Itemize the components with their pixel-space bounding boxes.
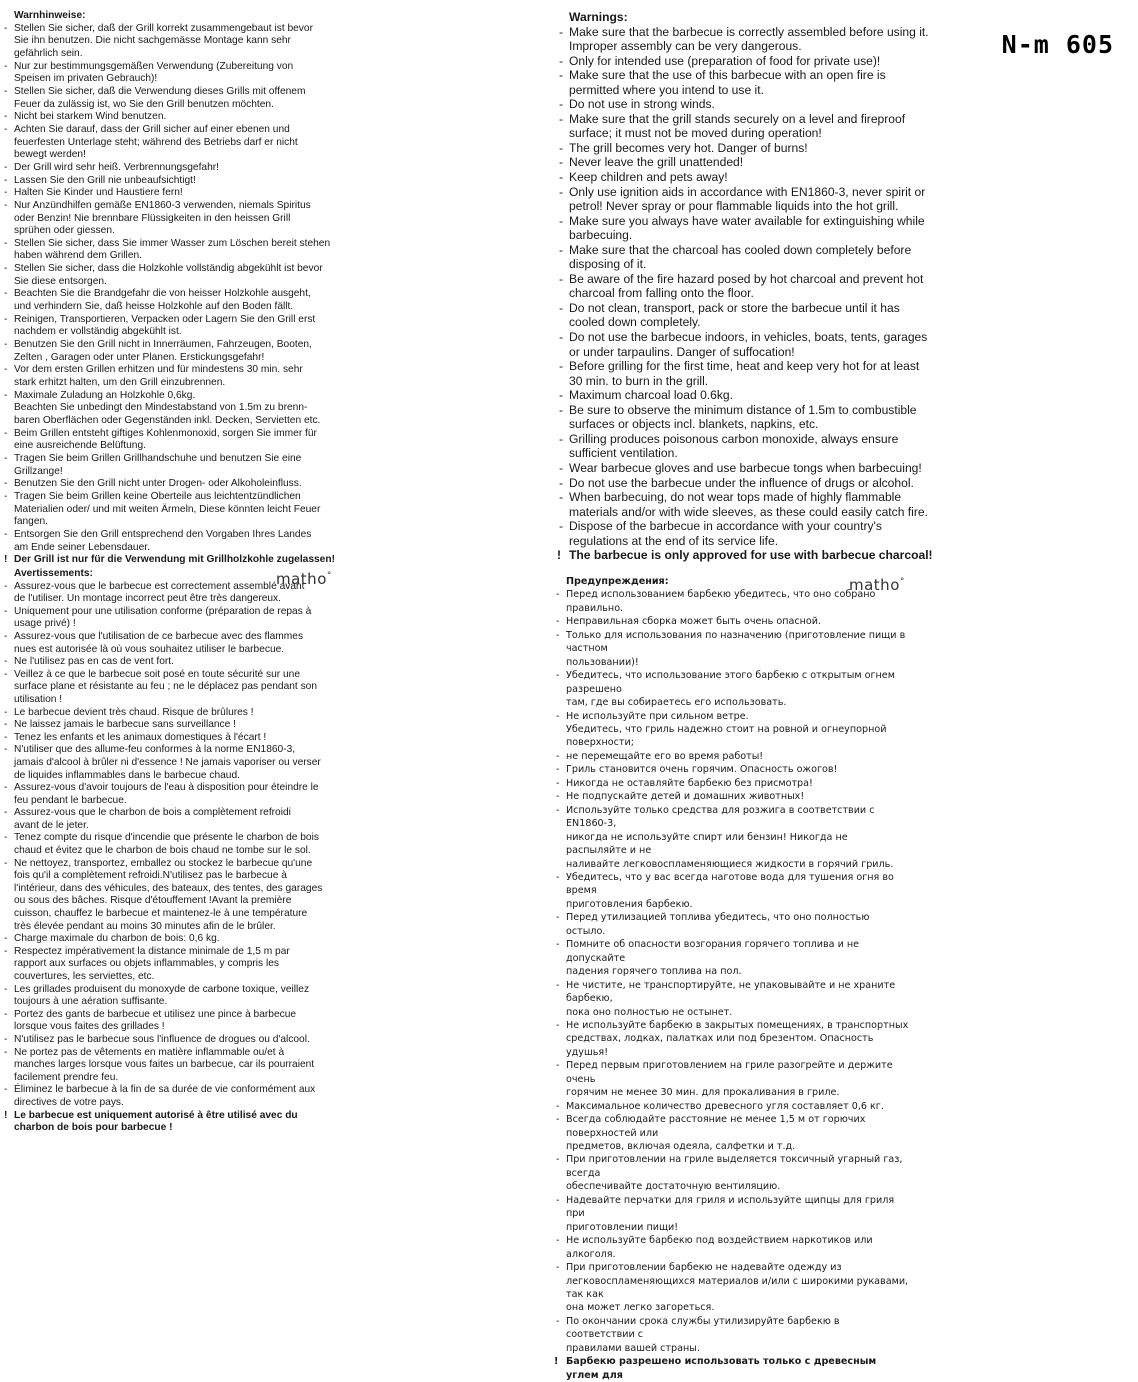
french-warning-line: - Uniquement pour une utilisation conforme (préparation de repas à bbox=[14, 606, 334, 619]
french-warning-line: rapport aux surfaces ou objets inflammables, y compris les bbox=[14, 958, 279, 970]
russian-warning-line: горячим не менее 30 мин. для прокаливания в гриле. bbox=[566, 1087, 840, 1099]
french-warning-line: - Ne l'utilisez pas en cas de vent fort. bbox=[14, 656, 334, 669]
russian-warnings bbox=[566, 575, 911, 1382]
french-warning-line: surface plane et résistante au feu ; ne le déplacez pas pendant son bbox=[14, 681, 318, 693]
german-warning-line: - Tragen Sie beim Grillen Grillhandschuhe und benutzen Sie eine bbox=[14, 453, 344, 466]
french-warning-line: - Respectez impérativement la distance minimale de 1,5 m par bbox=[14, 946, 334, 959]
english-warning-line: petrol! Never spray or pour flammable liquids into the hot grill. bbox=[569, 199, 899, 214]
french-warning-line: chaud et évitez que le charbon de bois chaud ne tombe sur le sol. bbox=[14, 845, 311, 857]
french-warning-line: utilisation ! bbox=[14, 693, 63, 705]
french-warning-line: - Les grillades produisent du monoxyde de carbone toxique, veillez bbox=[14, 984, 334, 997]
french-warning-line: l'intérieur, dans des véhicules, des bateaux, des tentes, des garages bbox=[14, 882, 323, 894]
french-warning-line: fois qu'il a complètement refroidi.N'utilisez pas le barbecue à bbox=[14, 870, 287, 882]
russian-warning-line: - Только для использования по назначению (приготовление пищи в частном bbox=[566, 629, 911, 656]
german-warning-line: - Vor dem ersten Grillen erhitzen und für mindestens 30 min. sehr bbox=[14, 364, 344, 377]
german-warning-line: - Beachten Sie die Brandgefahr die von heisser Holzkohle ausgeht, bbox=[14, 288, 344, 301]
russian-warning-line: - Гриль становится очень горячим. Опасность ожогов! bbox=[566, 763, 911, 776]
russian-warning-line: приготовления барбекю. bbox=[566, 898, 693, 910]
english-warning-line: cooled down completely. bbox=[569, 315, 701, 330]
german-warning-line: - Stellen Sie sicher, daß der Grill korrekt zusammengebaut ist bevor bbox=[14, 23, 344, 36]
french-warning-line: - N'utilisez pas le barbecue sous l'influence de drogues ou d'alcool. bbox=[14, 1034, 334, 1047]
russian-warning-line: легковоспламеняющихся материалов и/или с широкими рукавами, так как bbox=[566, 1275, 909, 1301]
english-warning-line: surface; it must not be moved during operation! bbox=[569, 126, 822, 141]
english-warning-line: sufficient ventilation. bbox=[569, 446, 678, 461]
english-warning-line: charcoal from falling onto the floor. bbox=[569, 286, 754, 301]
russian-list bbox=[566, 588, 911, 1382]
russian-warning-line: приготовлении пищи! bbox=[566, 1221, 679, 1233]
french-warning-line: directives de votre pays. bbox=[14, 1096, 124, 1108]
french-warning-line: - Ne laissez jamais le barbecue sans surveillance ! bbox=[14, 719, 334, 732]
russian-warning-line: пользовании)! bbox=[566, 656, 639, 668]
french-warning-line: - Ne portez pas de vêtements en matière inflammable ou/et à bbox=[14, 1047, 334, 1060]
german-warning-line: fangen. bbox=[14, 516, 48, 528]
russian-warning-line: - Убедитесь, что использование этого барбекю с открытым огнем разрешено bbox=[566, 669, 911, 696]
french-warning-line: ou sous des bâches. Risque d'étouffement !Avant la première bbox=[14, 895, 292, 907]
english-warning-line: materials and/or with wide sleeves, as these could easily catch fire. bbox=[569, 504, 928, 519]
english-warning-line: - When barbecuing, do not wear tops made of highly flammable bbox=[569, 490, 939, 505]
french-warning-line: - Assurez-vous que le charbon de bois a complètement refroidi bbox=[14, 807, 334, 820]
french-warning-line: - N'utiliser que des allume-feu conformes à la norme EN1860-3, bbox=[14, 744, 334, 757]
english-warning-line: - Maximum charcoal load 0.6kg. bbox=[569, 388, 939, 403]
russian-warning-line: - Не используйте барбекю в закрытых помещениях, в транспортных bbox=[566, 1019, 911, 1032]
german-warning-line: feuerfesten Unterlage steht; während des Betriebs darf er nicht bbox=[14, 136, 298, 148]
english-warning-line: disposing of it. bbox=[569, 257, 647, 272]
german-warning-line: haben während dem Grillen. bbox=[14, 250, 142, 262]
german-warning-line: Sie diese entsorgen. bbox=[14, 275, 107, 287]
russian-warning-line: - Всегда соблюдайте расстояние не менее 1,5 м от горючих поверхностей или bbox=[566, 1113, 911, 1140]
german-warning-line: Zelten , Garagen oder unter Planen. Erstickungsgefahr! bbox=[14, 351, 265, 363]
german-warning-line: Beachten Sie unbedingt den Mindestabstand von 1.5m zu brenn- bbox=[14, 402, 308, 414]
german-warning-line: oder Benzin! Nie brennbare Flüssigkeiten in den heissen Grill bbox=[14, 212, 291, 224]
german-warning-line: - Benutzen Sie den Grill nicht in Innerräumen, Fahrzeugen, Booten, bbox=[14, 339, 344, 352]
german-warning-line: - Stellen Sie sicher, dass Sie immer Wasser zum Löschen bereit stehen bbox=[14, 238, 344, 251]
russian-warning-line: - не перемещайте его во время работы! bbox=[566, 750, 911, 763]
english-heading: Warnings: bbox=[569, 10, 628, 24]
german-warning-line: am Ende seiner Lebensdauer. bbox=[14, 541, 150, 553]
russian-warning-line: - Максимальное количество древесного угля составляет 0,6 кг. bbox=[566, 1100, 911, 1113]
french-warning-line: de l'utiliser. Un montage incorrect peut être très dangereux. bbox=[14, 593, 281, 605]
russian-warning-line: - Не чистите, не транспортируйте, не упаковывайте и не храните барбекю, bbox=[566, 979, 911, 1006]
english-warning-line: - Do not clean, transport, pack or store the barbecue until it has bbox=[569, 301, 939, 316]
french-warning-line: - Assurez-vous d'avoir toujours de l'eau à disposition pour éteindre le bbox=[14, 782, 334, 795]
english-warning-line: barbecuing. bbox=[569, 228, 633, 243]
english-warning-line: Improper assembly can be very dangerous. bbox=[569, 39, 802, 54]
german-warning-line: - Halten Sie Kinder und Haustiere fern! bbox=[14, 187, 344, 200]
german-warning-line: - Entsorgen Sie den Grill entsprechend den Vorgaben Ihres Landes bbox=[14, 529, 344, 542]
french-warning-line: très élevée pendant au moins 30 minutes afin de le brûler. bbox=[14, 920, 276, 932]
english-warning-line: - Make sure that the grill stands securely on a level and fireproof bbox=[569, 112, 939, 127]
german-heading: Warnhinweise: bbox=[14, 10, 86, 21]
matho-logo-ru bbox=[849, 576, 905, 594]
english-warning-line: - Do not use the barbecue under the influence of drugs or alcohol. bbox=[569, 476, 939, 491]
german-warning-line: - Tragen Sie beim Grillen keine Oberteile aus leichtentzündlichen bbox=[14, 491, 344, 504]
russian-warning-line: - Используйте только средства для розжига в соответствии с EN1860-3, bbox=[566, 804, 911, 831]
model-code: N-m 605 bbox=[1001, 30, 1114, 59]
french-heading: Avertissements: bbox=[14, 568, 93, 579]
russian-warning-line: предметов, включая одеяла, салфетки и т.д. bbox=[566, 1141, 796, 1153]
german-warning-line: ! Der Grill ist nur für die Verwendung mit Grillholzkohle zugelassen! bbox=[14, 554, 344, 567]
german-warning-line: - Nur zur bestimmungsgemäßen Verwendung (Zubereitung von bbox=[14, 61, 344, 74]
german-warning-line: nachdem er vollständig abgekühlt ist. bbox=[14, 326, 182, 338]
german-warning-line: bewegt werden! bbox=[14, 149, 86, 161]
french-warning-line: facilement prendre feu. bbox=[14, 1071, 119, 1083]
french-warning-line: - Tenez compte du risque d'incendie que présente le charbon de bois bbox=[14, 832, 334, 845]
russian-warning-line: - Помните об опасности возгорания горячего топлива и не допускайте bbox=[566, 938, 911, 965]
russian-warning-line: обеспечивайте достаточную вентиляцию. bbox=[566, 1181, 781, 1193]
russian-heading: Предупреждения: bbox=[566, 576, 669, 587]
french-warning-line: - Ne nettoyez, transportez, emballez ou stockez le barbecue qu'une bbox=[14, 858, 334, 871]
german-warning-line: - Der Grill wird sehr heiß. Verbrennungsgefahr! bbox=[14, 162, 344, 175]
russian-warning-line: никогда не используйте спирт или бензин! Никогда не распыляйте и не bbox=[566, 831, 848, 857]
german-warning-line: Speisen im privaten Gebrauch)! bbox=[14, 73, 158, 85]
german-warning-line: sprühen oder giessen. bbox=[14, 225, 115, 237]
english-warning-line: - Be sure to observe the minimum distance of 1.5m to combustible bbox=[569, 403, 939, 418]
russian-warning-line: - Убедитесь, что у вас всегда наготове вода для тушения огня во время bbox=[566, 871, 911, 898]
russian-warning-line: - Перед утилизацией топлива убедитесь, что оно полностью остыло. bbox=[566, 911, 911, 938]
german-warning-line: Materialien oder/ und mit weiten Ärmeln, Diese könnten leicht Feuer bbox=[14, 503, 321, 515]
french-warning-line: cuisson, chauffez le barbecue et maintenez-le à une température bbox=[14, 908, 308, 920]
german-warning-line: - Achten Sie darauf, dass der Grill sicher auf einer ebenen und bbox=[14, 124, 344, 137]
french-warning-line: couvertures, les serviettes, etc. bbox=[14, 971, 155, 982]
russian-warning-line: наливайте легковоспламеняющиеся жидкости в горячий гриль. bbox=[566, 858, 894, 870]
german-warning-line: und verhindern Sie, daß heisse Holzkohle auf den Boden fällt. bbox=[14, 301, 294, 313]
french-list bbox=[14, 581, 334, 1135]
russian-warning-line: средствах, лодках, палатках или под брезентом. Опасность удушья! bbox=[566, 1033, 874, 1058]
russian-warning-line: - Перед использованием барбекю убедитесь, что оно собрано правильно. bbox=[566, 588, 911, 615]
russian-warning-line: правилами вашей страны. bbox=[566, 1342, 700, 1354]
russian-warning-line: пока оно полностью не остынет. bbox=[566, 1006, 733, 1018]
english-warning-line: - Make sure that the use of this barbecue with an open fire is bbox=[569, 68, 939, 83]
french-warning-line: jamais d'alcool à brûler ni d'essence ! Ne jamais vaporiser ou verser bbox=[14, 756, 321, 768]
russian-warning-line: - Перед первым приготовлением на гриле разогрейте и держите очень bbox=[566, 1059, 911, 1086]
french-warning-line: - Veillez à ce que le barbecue soit posé en toute sécurité sur une bbox=[14, 669, 334, 682]
russian-warning-line: там, где вы собираетесь его использовать. bbox=[566, 697, 787, 709]
russian-warning-line: - По окончании срока службы утилизируйте барбекю в соответствии с bbox=[566, 1315, 911, 1342]
german-warning-line: - Benutzen Sie den Grill nicht unter Drogen- oder Alkoholeinfluss. bbox=[14, 478, 344, 491]
german-warning-line: - Reinigen, Transportieren, Verpacken oder Lagern Sie den Grill erst bbox=[14, 314, 344, 327]
russian-warning-line: - Не используйте при сильном ветре. bbox=[566, 710, 911, 723]
french-warning-line: - Assurez-vous que l'utilisation de ce barbecue avec des flammes bbox=[14, 631, 334, 644]
french-warning-line: toujours à une aération suffisante. bbox=[14, 996, 168, 1008]
russian-warning-line: - При приготовлении барбекю не надевайте одежду из bbox=[566, 1261, 911, 1274]
russian-warning-line: - Неправильная сборка может быть очень опасной. bbox=[566, 615, 911, 628]
english-warning-line: ! The barbecue is only approved for use with barbecue charcoal! bbox=[569, 548, 939, 563]
english-warning-line: regulations at the end of its service life. bbox=[569, 533, 779, 548]
russian-warning-line: - Надевайте перчатки для гриля и используйте щипцы для гриля при bbox=[566, 1194, 911, 1221]
russian-warning-line: падения горячего топлива на пол. bbox=[566, 966, 742, 978]
german-warning-line: gefährlich sein. bbox=[14, 47, 83, 59]
logo-mark: ° bbox=[326, 571, 332, 581]
french-warning-line: avant de le jeter. bbox=[14, 819, 89, 831]
german-warnings bbox=[14, 10, 344, 567]
german-warning-line: - Stellen Sie sicher, dass die Holzkohle vollständig abgekühlt ist bevor bbox=[14, 263, 344, 276]
german-warning-line: - Maximale Zuladung an Holzkohle 0,6kg. bbox=[14, 390, 344, 403]
english-warnings bbox=[569, 10, 939, 563]
french-warning-line: feu pendant le barbecue. bbox=[14, 794, 127, 806]
german-warning-line: - Stellen Sie sicher, daß die Verwendung dieses Grills mit offenem bbox=[14, 86, 344, 99]
german-warning-line: Sie ihn benutzen. Die nicht sachgemässe Montage kann sehr bbox=[14, 35, 291, 47]
french-warning-line: - Tenez les enfants et les animaux domestiques à l'écart ! bbox=[14, 732, 334, 745]
russian-warning-line: - Не подпускайте детей и домашних животных! bbox=[566, 790, 911, 803]
french-warning-line: - Assurez-vous que le barbecue est correctement assemblé avant bbox=[14, 581, 334, 594]
german-warning-line: - Nur Anzündhilfen gemäße EN1860-3 verwenden, niemals Spiritus bbox=[14, 200, 344, 213]
english-list bbox=[569, 25, 939, 563]
french-warning-line: ! Le barbecue est uniquement autorisé à être utilisé avec du bbox=[14, 1110, 334, 1123]
english-warning-line: - Never leave the grill unattended! bbox=[569, 155, 939, 170]
russian-warning-line: - Никогда не оставляйте барбекю без присмотра! bbox=[566, 777, 911, 790]
english-warning-line: surfaces or objects incl. blankets, napkins, etc. bbox=[569, 417, 819, 432]
french-warning-line: de liquides inflammables dans le barbecue chaud. bbox=[14, 769, 240, 781]
english-warning-line: - Wear barbecue gloves and use barbecue tongs when barbecuing! bbox=[569, 461, 939, 476]
logo-text: matho bbox=[849, 576, 900, 594]
french-warning-line: lorsque vous faites des grillades ! bbox=[14, 1021, 165, 1033]
english-warning-line: - Keep children and pets away! bbox=[569, 170, 939, 185]
english-warning-line: or under tarpaulins. Danger of suffocation! bbox=[569, 344, 795, 359]
french-warning-line: - Portez des gants de barbecue et utilisez une pince à barbecue bbox=[14, 1009, 334, 1022]
english-warning-line: - Only for intended use (preparation of food for private use)! bbox=[569, 54, 939, 69]
english-warning-line: - Make sure that the barbecue is correctly assembled before using it. bbox=[569, 25, 939, 40]
russian-warning-line: - При приготовлении на гриле выделяется токсичный угарный газ, всегда bbox=[566, 1153, 911, 1180]
russian-warning-line: Убедитесь, что гриль надежно стоит на ровной и огнеупорной поверхности; bbox=[566, 723, 887, 749]
german-warning-line: - Beim Grillen entsteht giftiges Kohlenmonoxid, sorgen Sie immer für bbox=[14, 428, 344, 441]
matho-logo-fr bbox=[276, 570, 332, 588]
french-warning-line: - Le barbecue devient très chaud. Risque de brûlures ! bbox=[14, 707, 334, 720]
german-warning-line: - Nicht bei starkem Wind benutzen. bbox=[14, 111, 344, 124]
french-warning-line: - Charge maximale du charbon de bois: 0,6 kg. bbox=[14, 933, 334, 946]
english-warning-line: permitted where you intend to use it. bbox=[569, 82, 764, 97]
english-warning-line: 30 min. to burn in the grill. bbox=[569, 373, 709, 388]
english-warning-line: - Only use ignition aids in accordance with EN1860-3, never spirit or bbox=[569, 185, 939, 200]
german-warning-line: eine ausreichende Belüftung. bbox=[14, 440, 146, 452]
logo-text: matho bbox=[276, 570, 327, 588]
english-warning-line: - Make sure that the charcoal has cooled down completely before bbox=[569, 243, 939, 258]
english-warning-line: - Dispose of the barbecue in accordance with your country's bbox=[569, 519, 939, 534]
russian-warning-line: она может легко загореться. bbox=[566, 1302, 715, 1314]
russian-warning-line: - Не используйте барбекю под воздействием наркотиков или алкоголя. bbox=[566, 1234, 911, 1261]
french-warnings bbox=[14, 568, 334, 1135]
logo-mark: ° bbox=[899, 577, 905, 587]
german-warning-line: Feuer da zulässig ist, wo Sie den Grill benutzen möchten. bbox=[14, 98, 274, 110]
russian-warning-line: ! Барбекю разрешено использовать только с древесным углем для bbox=[566, 1355, 911, 1382]
french-warning-line: charbon de bois pour barbecue ! bbox=[14, 1122, 173, 1134]
french-warning-line: manches larges lorsque vous faites un barbecue, car ils pourraient bbox=[14, 1059, 315, 1071]
english-warning-line: - Grilling produces poisonous carbon monoxide, always ensure bbox=[569, 432, 939, 447]
german-warning-line: Grillzange! bbox=[14, 465, 63, 477]
english-warning-line: - The grill becomes very hot. Danger of burns! bbox=[569, 141, 939, 156]
english-warning-line: - Do not use the barbecue indoors, in vehicles, boats, tents, garages bbox=[569, 330, 939, 345]
french-warning-line: nues est autorisée là où vous souhaitez utiliser le barbecue. bbox=[14, 643, 285, 655]
english-warning-line: - Before grilling for the first time, heat and keep very hot for at least bbox=[569, 359, 939, 374]
german-list bbox=[14, 23, 344, 567]
french-warning-line: - Éliminez le barbecue à la fin de sa durée de vie conformément aux bbox=[14, 1084, 334, 1097]
english-warning-line: - Do not use in strong winds. bbox=[569, 97, 939, 112]
english-warning-line: - Be aware of the fire hazard posed by hot charcoal and prevent hot bbox=[569, 272, 939, 287]
english-warning-line: - Make sure you always have water available for extinguishing while bbox=[569, 214, 939, 229]
german-warning-line: - Lassen Sie den Grill nie unbeaufsichtigt! bbox=[14, 175, 344, 188]
french-warning-line: usage privé) ! bbox=[14, 618, 76, 630]
german-warning-line: stark erhitzt halten, um den Grill einzubrennen. bbox=[14, 377, 226, 389]
german-warning-line: baren Oberflächen oder Gegenständen inkl. Decken, Servietten etc. bbox=[14, 415, 321, 426]
